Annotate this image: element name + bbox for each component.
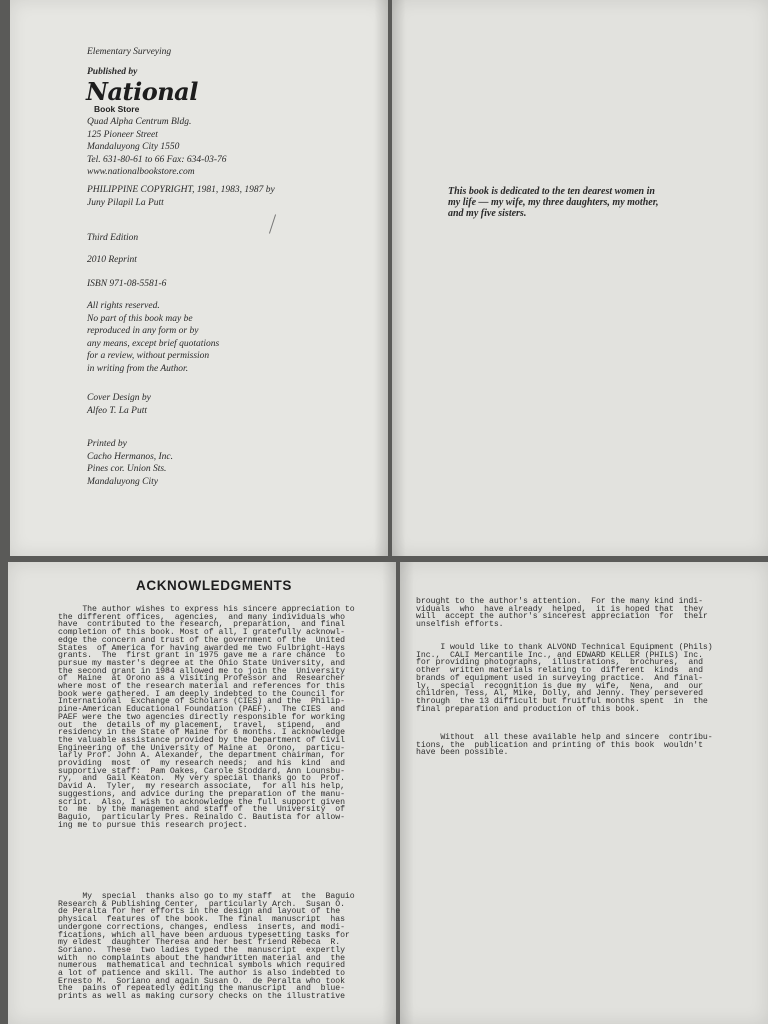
text-line: my eldest daughter Theresa and her best friend Rebeca R. xyxy=(58,938,341,948)
text-line: completion of this book. Most of all, I gratefully acknowl- xyxy=(58,628,345,638)
page-gutter-shadow xyxy=(392,0,406,556)
cover-design-credit xyxy=(87,392,151,417)
text-line: the different offices, agencies, and many individuals who xyxy=(58,612,345,622)
address-line: 125 Pioneer Street xyxy=(87,129,158,140)
text-line: other written materials relating to different kinds and xyxy=(416,666,703,676)
text-line: edge the concern and trust of the government of the United xyxy=(58,635,345,645)
text-line: Baguio, particularly Pres. Reinaldo C. Bautista for allow- xyxy=(58,812,345,822)
text-line: physical features of the book. The final manuscript has xyxy=(58,915,345,925)
publisher-logo xyxy=(86,77,198,114)
address-line: Tel. 631-80-61 to 66 Fax: 634-03-76 xyxy=(87,154,227,165)
text-line: supportive staff: Pam Oakes, Carole Stoddard, Ann Lounsbu- xyxy=(58,766,345,776)
text-line: International Exchange of Scholars (CIES) and the Philip- xyxy=(58,697,345,707)
rights-line: reproduced in any form or by xyxy=(87,326,199,336)
text-line: Without all these available help and sincere contribu- xyxy=(416,733,713,742)
text-line: pursue my master's degree at the Ohio State University, and xyxy=(58,658,345,668)
text-line: the second grant in 1984 allowed me to join the University xyxy=(58,666,345,676)
text-line: fications, which all have been arduous typesetting tasks for xyxy=(58,930,350,940)
isbn: ISBN 971-08-5581-6 xyxy=(87,279,167,289)
text-line: through the 13 difficult but fruitful months spent in the xyxy=(416,696,708,706)
text-line: where most of the research material and references for this xyxy=(58,682,345,692)
text-line: numerous mathematical and technical symbols which required xyxy=(58,961,345,971)
rights-line: No part of this book may be xyxy=(87,313,193,324)
text-line: grants. The first grant in 1975 gave me a rare chance to xyxy=(58,651,345,661)
acknowledgments-continuation-page xyxy=(400,562,768,1024)
publisher-address xyxy=(87,116,227,179)
text-line: script. Also, I wish to acknowledge the full support given xyxy=(58,797,345,807)
text-line: to me by the management and staff of the University of xyxy=(58,805,345,815)
text-line: Inc., CALI Mercantile Inc., and EDWARD KELLER (PHILS) Inc. xyxy=(416,650,703,660)
text-line: suggestions, and advice during the preparation of the manu- xyxy=(58,789,345,799)
printer-credit xyxy=(87,438,173,488)
text-line: de Peralta for her efforts in the design and layout of the xyxy=(58,907,341,917)
acknowledgments-title: ACKNOWLEDGMENTS xyxy=(136,578,292,593)
acknowledgments-paragraph-1 xyxy=(58,606,355,829)
text-line: ry, and Gail Keaton. My very special thanks go to Prof. xyxy=(58,774,345,784)
text-line: brought to the author's attention. For the many kind indi- xyxy=(416,597,703,606)
rights-line: any means, except brief quotations xyxy=(87,338,220,349)
address-line: Mandaluyong City 1550 xyxy=(87,142,180,152)
continuation-paragraph-3 xyxy=(416,734,713,757)
copyright-notice xyxy=(87,184,275,209)
text-line: PAEF were the two agencies directly responsible for working xyxy=(58,712,345,722)
text-line: of Maine at Orono as a Visiting Professor and Researcher xyxy=(58,674,345,684)
dedication-line: my life — my wife, my three daughters, my mother, xyxy=(448,197,659,208)
continuation-paragraph-2 xyxy=(416,644,713,713)
cover-design-label: Cover Design by xyxy=(87,393,151,403)
acknowledgments-page xyxy=(8,562,396,1024)
text-line: tions, the publication and printing of this book wouldn't xyxy=(416,740,703,750)
text-line: book were gathered. I am deeply indebted to the Council for xyxy=(58,689,345,699)
dedication-line: and my five sisters. xyxy=(448,208,527,219)
text-line: States of America for having awarded me two Fulbright-Hays xyxy=(58,643,345,653)
text-line: Ernesto M. Soriano and again Susan O. de Peralta who took xyxy=(58,976,345,986)
pencil-mark xyxy=(269,214,276,233)
printer-line: Pines cor. Union Sts. xyxy=(87,464,167,474)
text-line: out the details of my placement, travel, stipend, and xyxy=(58,720,341,730)
text-line: viduals who have already helped, it is hoped that they xyxy=(416,604,703,614)
text-line: providing most of my research needs; and his kind and xyxy=(58,759,345,769)
page-gutter-shadow xyxy=(374,0,388,556)
rights-line: in writing from the Author. xyxy=(87,363,189,374)
text-line: have contributed to the research, preparation, and final xyxy=(58,620,345,630)
text-line: with no complaints about the handwritten material and the xyxy=(58,953,345,963)
text-line: The author wishes to express his sincere appreciation to xyxy=(58,605,355,614)
address-line: www.nationalbookstore.com xyxy=(87,167,195,177)
text-line: children, Tess, Al, Mike, Dolly, and Jenny. They persevered xyxy=(416,689,703,699)
printer-line: Mandaluyong City xyxy=(87,476,158,487)
dedication-line: This book is dedicated to the ten dearest women in xyxy=(448,186,655,197)
acknowledgments-paragraph-2 xyxy=(58,893,355,1001)
text-line: for providing photographs, illustrations, brochures, and xyxy=(416,658,703,668)
rights-line: All rights reserved. xyxy=(87,301,160,311)
copyright-author: Juny Pilapil La Putt xyxy=(87,197,164,208)
address-line: Quad Alpha Centrum Bldg. xyxy=(87,117,192,127)
dedication-page xyxy=(392,0,768,556)
dedication-text xyxy=(448,186,659,219)
text-line: Engineering of the University of Maine at Orono, particu- xyxy=(58,743,345,753)
text-line: My special thanks also go to my staff at the Baguio xyxy=(58,892,355,901)
text-line: ly, special recognition is due my wife, Nena, and our xyxy=(416,681,703,691)
page-gutter-shadow xyxy=(400,562,414,1024)
publisher-logo-script: National xyxy=(86,77,198,106)
text-line: brands of equipment used in surveying practice. And final- xyxy=(416,673,703,683)
text-line: have been possible. xyxy=(416,748,509,758)
text-line: ing me to pursue this research project. xyxy=(58,820,248,830)
continuation-paragraph-1 xyxy=(416,598,708,629)
text-line: undergone corrections, changes, endless inserts, and modi- xyxy=(58,922,345,932)
text-line: will accept the author's sincerest appreciation for their xyxy=(416,612,708,622)
text-line: pine-American Educational Foundation (PAEF). The CIES and xyxy=(58,705,345,715)
text-line: I would like to thank ALVOND Technical Equipment (Phils) xyxy=(416,643,713,652)
text-line: the valuable assistance provided by the Department of Civil xyxy=(58,735,345,745)
copyright-line: PHILIPPINE COPYRIGHT, 1981, 1983, 1987 by xyxy=(87,185,275,195)
text-line: a lot of patience and skill. The author is also indebted to xyxy=(58,969,345,979)
text-line: the pains of repeatedly editing the manuscript and blue- xyxy=(58,984,345,994)
printer-line: Printed by xyxy=(87,439,127,449)
edition: Third Edition xyxy=(87,233,139,243)
printer-line: Cacho Hermanos, Inc. xyxy=(87,451,174,462)
text-line: residency in the State of Maine for 6 months. I acknowledge xyxy=(58,728,345,738)
publisher-logo-subtitle: Book Store xyxy=(94,104,140,114)
text-line: Research & Publishing Center, particularly Arch. Susan O. xyxy=(58,899,345,909)
rights-line: for a review, without permission xyxy=(87,351,210,361)
text-line: Soriano. These two ladies typed the manuscript expertly xyxy=(58,945,345,955)
text-line: unselfish efforts. xyxy=(416,620,504,630)
published-by-label: Published by xyxy=(87,67,138,77)
book-title: Elementary Surveying xyxy=(87,47,172,57)
rights-notice xyxy=(87,300,219,375)
text-line: David A. Tyler, my research associate, for all his help, xyxy=(58,782,345,792)
reprint-year: 2010 Reprint xyxy=(87,255,137,265)
cover-designer: Alfeo T. La Putt xyxy=(87,405,147,416)
copyright-page xyxy=(10,0,388,556)
text-line: prints as well as making cursory checks on the illustrative xyxy=(58,992,345,1002)
text-line: final preparation and production of this book. xyxy=(416,704,640,714)
page-gutter-shadow xyxy=(382,562,396,1024)
text-line: larly Prof. John A. Alexander, the department chairman, for xyxy=(58,751,345,761)
